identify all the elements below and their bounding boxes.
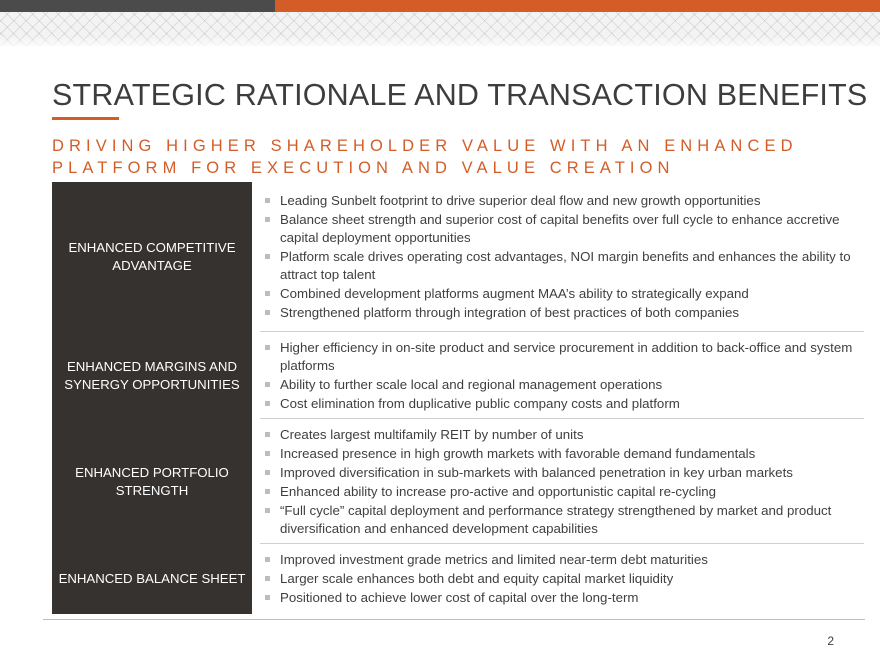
square-bullet-icon	[265, 470, 270, 475]
list-item	[260, 570, 864, 588]
list-item	[260, 248, 864, 284]
bullet-text: Platform scale drives operating cost advantages, NOI margin benefits and enhances the ability to attract top talent	[280, 249, 851, 282]
bullet-text: Enhanced ability to increase pro-active and opportunistic capital re-cycling	[280, 483, 717, 499]
bullet-list	[260, 550, 864, 608]
list-item	[260, 304, 864, 322]
bullet-text: Combined development platforms augment MAA’s ability to strategically expand	[280, 286, 749, 301]
bullet-text: Ability to further scale local and regional management operations	[280, 376, 663, 392]
bullet-text: Cost elimination from duplicative public company costs and platform	[280, 395, 680, 411]
square-bullet-icon	[265, 557, 270, 562]
top-bar-dark-segment	[0, 0, 275, 12]
bullet-text: Creates largest multifamily REIT by number of units	[280, 426, 584, 442]
list-item	[260, 551, 864, 569]
list-item	[260, 483, 864, 501]
list-item	[260, 395, 864, 413]
bullet-text: Improved investment grade metrics and limited near-term debt maturities	[280, 552, 708, 567]
bullet-text: Leading Sunbelt footprint to drive superior deal flow and new growth opportunities	[280, 193, 761, 208]
list-item	[260, 445, 864, 463]
row-content	[260, 544, 864, 614]
subtitle-line: PLATFORM FOR EXECUTION AND VALUE CREATION	[52, 159, 675, 177]
square-bullet-icon	[265, 489, 270, 494]
benefit-row-balance-sheet	[52, 544, 864, 614]
bullet-text: Higher efficiency in on-site product and service procurement in addition to back-office and system platforms	[280, 339, 853, 373]
list-item	[260, 339, 864, 375]
top-color-bar	[0, 0, 880, 12]
square-bullet-icon	[265, 254, 270, 259]
row-label	[52, 332, 252, 419]
row-label	[52, 182, 252, 332]
square-bullet-icon	[265, 310, 270, 315]
row-label-line: SYNERGY OPPORTUNITIES	[64, 376, 240, 392]
row-label-line: STRENGTH	[115, 482, 189, 498]
page-number: 2	[827, 634, 834, 648]
benefit-row-competitive-advantage	[52, 182, 864, 332]
row-label-line: ADVANTAGE	[112, 258, 192, 273]
bullet-list	[260, 191, 864, 323]
pattern-fade	[0, 36, 880, 50]
row-label-line: ENHANCED MARGINS AND	[66, 358, 237, 374]
row-label-line: ENHANCED COMPETITIVE	[68, 240, 236, 255]
benefit-row-portfolio-strength	[52, 419, 864, 544]
square-bullet-icon	[265, 576, 270, 581]
list-item	[260, 589, 864, 607]
row-label	[52, 419, 252, 544]
slide-title: STRATEGIC RATIONALE AND TRANSACTION BENEFITS	[52, 78, 868, 112]
row-content	[260, 182, 864, 332]
list-item	[260, 211, 864, 247]
list-item	[260, 464, 864, 482]
square-bullet-icon	[265, 382, 270, 387]
benefits-table	[52, 182, 864, 614]
square-bullet-icon	[265, 401, 270, 406]
square-bullet-icon	[265, 198, 270, 203]
bullet-text: Strengthened platform through integration of best practices of both companies	[280, 305, 740, 320]
bullet-text: Increased presence in high growth markets with favorable demand fundamentals	[280, 445, 756, 461]
square-bullet-icon	[265, 345, 270, 350]
row-content	[260, 419, 864, 544]
list-item	[260, 426, 864, 444]
benefit-row-margins-synergy	[52, 332, 864, 419]
square-bullet-icon	[265, 595, 270, 600]
row-label-line: ENHANCED BALANCE SHEET	[58, 571, 246, 586]
square-bullet-icon	[265, 432, 270, 437]
square-bullet-icon	[265, 451, 270, 456]
bullet-text: “Full cycle” capital deployment and performance strategy strengthened by market and product diversification and enhanced development capabilities	[280, 502, 832, 536]
list-item	[260, 502, 864, 538]
top-bar-orange-segment	[275, 0, 880, 12]
square-bullet-icon	[265, 217, 270, 222]
subtitle-line: DRIVING HIGHER SHAREHOLDER VALUE WITH AN ENHANCED	[52, 137, 798, 155]
bullet-list	[260, 425, 864, 539]
bullet-list	[260, 338, 864, 414]
title-underline	[52, 117, 119, 120]
bullet-text: Positioned to achieve lower cost of capital over the long-term	[280, 590, 639, 605]
square-bullet-icon	[265, 291, 270, 296]
row-label	[52, 544, 252, 614]
list-item	[260, 192, 864, 210]
bullet-text: Balance sheet strength and superior cost of capital benefits over full cycle to enhance accretive capital deployment opportunities	[280, 212, 840, 245]
slide-subtitle	[52, 135, 798, 179]
list-item	[260, 285, 864, 303]
list-item	[260, 376, 864, 394]
row-label-line: ENHANCED PORTFOLIO	[75, 464, 229, 480]
footer-rule	[43, 619, 865, 620]
square-bullet-icon	[265, 508, 270, 513]
row-content	[260, 332, 864, 419]
bullet-text: Larger scale enhances both debt and equity capital market liquidity	[280, 571, 674, 586]
bullet-text: Improved diversification in sub-markets with balanced penetration in key urban markets	[280, 464, 793, 480]
